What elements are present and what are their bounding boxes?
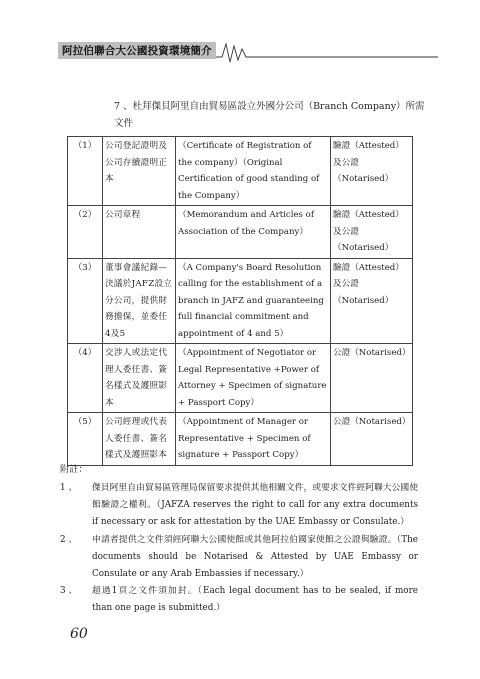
document-name-zh: 交涉人或法定代理人委任書、簽名樣式及護照影本 [103,344,176,413]
note-number: 2 、 [60,535,78,545]
table-row [68,344,413,413]
document-name-en: （Memorandum and Articles of Association of the Company） [176,206,331,259]
section-title: 7 、杜拜傑貝阿里自由貿易區設立外國分公司（Branch Company）所需文件 [114,101,425,129]
page-number: 60 [70,626,88,642]
document-name-zh: 公司經理或代表人委任書、簽名樣式及護照影本 [103,413,176,466]
notes-label: 附註： [60,464,88,475]
row-number: （1） [68,137,103,206]
document-name-en: （Certificate of Registration of the company）（Original Certification of good standing of the Company） [176,137,331,206]
certification-requirement: 驗證（Attested）及公證（Notarised） [331,206,413,259]
table-row [68,137,413,206]
note-item [60,583,418,617]
note-text: 超過1頁之文件須加封。（Each legal document has to be sealed, if more than one page is submitted.） [92,586,418,613]
document-name-zh: 董事會議紀錄—決議於JAFZ設立分公司，提供財務擔保，並委任4及5 [103,258,176,344]
requirements-table [67,136,413,466]
table-row [68,413,413,466]
table-row [68,258,413,344]
note-item [60,480,418,531]
document-name-en: （Appointment of Manager or Representative + Specimen of signature + Passport Copy） [176,413,331,466]
note-text: 申請者提供之文件須經阿聯大公國使館或其他阿拉伯國家使館之公證與驗證。（The documents should be Notarised & Attested by UAE Embassy or Consulate or any Arab Embassies if necessary.） [92,535,418,579]
note-number: 1 、 [60,483,78,493]
note-item [60,532,418,583]
document-name-zh: 公司登記證明及公司存續證明正本 [103,137,176,206]
row-number: （5） [68,413,103,466]
certification-requirement: 驗證（Attested）及公證（Notarised） [331,137,413,206]
row-number: （3） [68,258,103,344]
certification-requirement: 公證（Notarised） [331,344,413,413]
document-name-en: （A Company's Board Resolution calling for the establishment of a branch in JAFZ and guaranteeing full financial commitment and appointment of 4 and 5） [176,258,331,344]
note-number: 3 、 [60,586,78,596]
header-title: 阿拉伯聯合大公國投資環境簡介 [58,42,216,59]
table-row [68,206,413,259]
row-number: （4） [68,344,103,413]
document-name-zh: 公司章程 [103,206,176,259]
note-text: 傑貝阿里自由貿易區管理局保留要求提供其他相關文件，或要求文件經阿聯大公國使館驗證之權利。（JAFZA reserves the right to call for any extra documents if necessary or ask for attestation by the UAE Embassy or Consulate.） [92,483,418,527]
page-header [58,40,438,66]
certification-requirement: 驗證（Attested）及公證（Notarised） [331,258,413,344]
certification-requirement: 公證（Notarised） [331,413,413,466]
document-name-en: （Appointment of Negotiator or Legal Representative +Power of Attorney + Specimen of signature + Passport Copy） [176,344,331,413]
row-number: （2） [68,206,103,259]
